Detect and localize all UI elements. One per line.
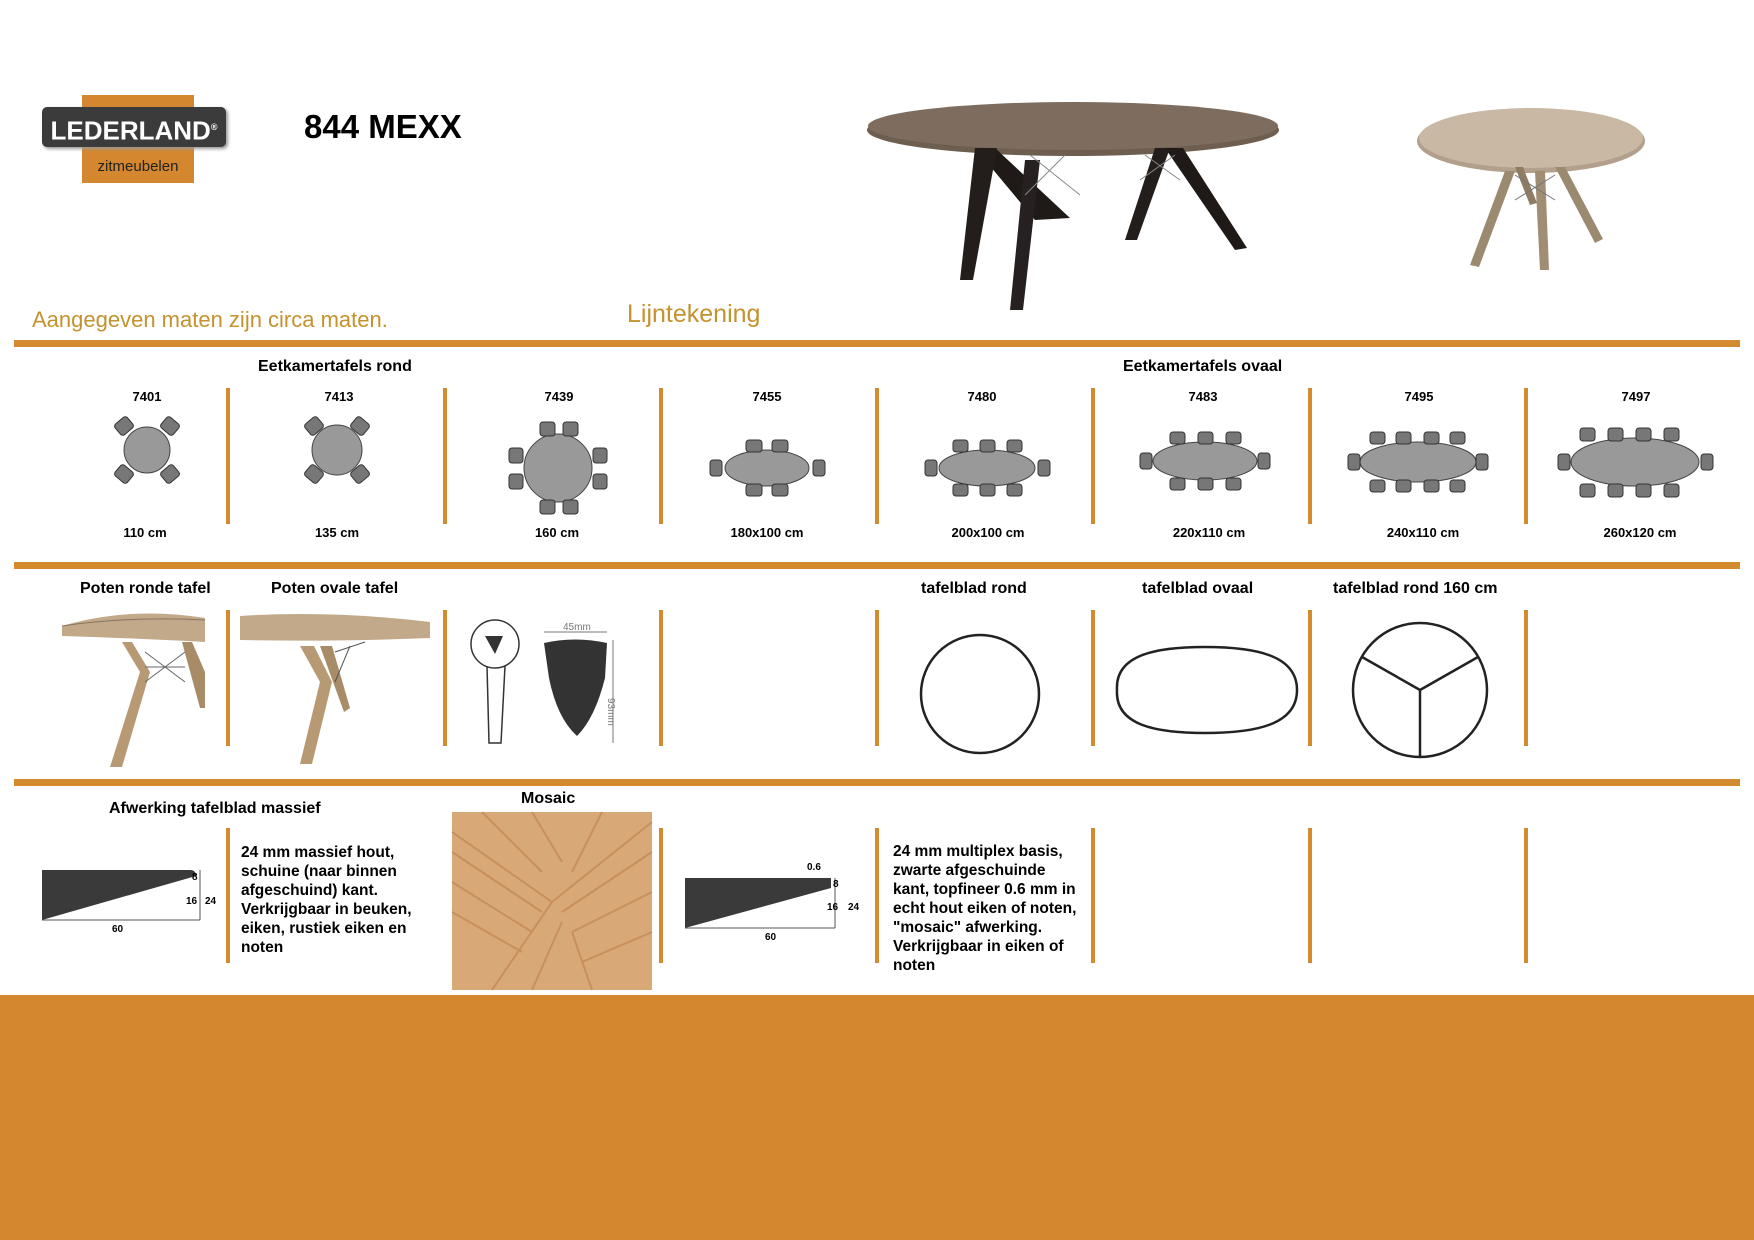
brand-name: LEDERLAND	[50, 115, 211, 146]
col-divider	[443, 610, 447, 746]
col-divider	[659, 828, 663, 963]
divider-3	[14, 779, 1740, 786]
table-code: 7495	[1404, 389, 1434, 404]
finish-title: Afwerking tafelblad massief	[109, 800, 321, 817]
col-divider	[1308, 388, 1312, 524]
leg-width-label: 45mm	[563, 622, 591, 633]
table-code: 7413	[324, 389, 354, 404]
oval-table-photo	[865, 100, 1285, 320]
col-divider	[875, 610, 879, 746]
mosaic-top: 0.6	[807, 862, 821, 873]
legs-oval-photo	[240, 612, 430, 770]
col-divider	[1524, 828, 1528, 963]
col-divider	[659, 388, 663, 524]
table-code: 7480	[967, 389, 997, 404]
col-divider	[875, 828, 879, 963]
top-round-title: tafelblad rond	[921, 580, 1027, 597]
table-size: 260x120 cm	[1603, 525, 1677, 540]
lijntekening-label: Lijntekening	[627, 300, 761, 328]
top-round-160-drawing	[1352, 622, 1492, 762]
brand-logo	[40, 95, 230, 185]
col-divider	[875, 388, 879, 524]
table-size: 240x110 cm	[1386, 525, 1460, 540]
legs-round-title: Poten ronde tafel	[80, 580, 211, 597]
table-size: 160 cm	[534, 525, 580, 540]
col-divider	[226, 610, 230, 746]
table-size: 180x100 cm	[730, 525, 804, 540]
table-size: 110 cm	[123, 525, 167, 540]
massief-w: 60	[112, 924, 124, 935]
mosaic-d1: 8	[833, 879, 839, 890]
table-code: 7439	[544, 389, 574, 404]
leg-profile-drawing	[465, 618, 625, 748]
col-divider	[659, 610, 663, 746]
divider-1	[14, 340, 1740, 347]
legs-round-photo	[60, 612, 205, 770]
col-divider	[1308, 828, 1312, 963]
seating-7483	[1140, 432, 1270, 492]
top-round-160-title: tafelblad rond 160 cm	[1333, 580, 1498, 597]
notice-text: Aangegeven maten zijn circa maten.	[32, 307, 388, 332]
seating-7401	[110, 415, 190, 485]
footer-band	[0, 995, 1754, 1240]
col-divider	[1524, 610, 1528, 746]
massief-d3: 24	[205, 896, 217, 907]
table-code: 7483	[1188, 389, 1218, 404]
registered-mark: ®	[210, 122, 218, 132]
table-size: 220x110 cm	[1172, 525, 1246, 540]
col-divider	[1091, 388, 1095, 524]
legs-oval-title: Poten ovale tafel	[271, 580, 399, 597]
table-code: 7455	[752, 389, 782, 404]
brand-subtitle: zitmeubelen	[97, 158, 179, 175]
seating-7413	[300, 415, 380, 485]
col-divider	[443, 388, 447, 524]
seating-7497	[1558, 428, 1713, 498]
col-divider	[226, 388, 230, 524]
profile-massief-drawing	[40, 866, 230, 936]
table-code: 7401	[132, 389, 162, 404]
leg-height-label: 93mm	[605, 698, 616, 726]
col-divider	[1308, 610, 1312, 746]
col-divider	[1524, 388, 1528, 524]
seating-7439	[505, 420, 615, 520]
massief-d1: 8	[192, 872, 198, 883]
massief-d2: 16	[186, 896, 198, 907]
mosaic-title: Mosaic	[521, 790, 576, 807]
table-code: 7497	[1621, 389, 1651, 404]
divider-2	[14, 562, 1740, 569]
round-table-photo	[1415, 105, 1655, 275]
section-round-title: Eetkamertafels rond	[258, 358, 412, 375]
table-size: 200x100 cm	[951, 525, 1025, 540]
top-round-drawing	[918, 632, 1043, 757]
seating-7480	[925, 440, 1050, 500]
mosaic-d3: 24	[848, 902, 860, 913]
mosaic-d2: 16	[827, 902, 839, 913]
finish-massief-text: 24 mm massief hout, schuine (naar binnen afgeschuind) kant. Verkrijgbaar in beuken, eiken, rustiek eiken en noten	[241, 844, 412, 956]
top-oval-drawing	[1105, 643, 1305, 738]
profile-mosaic-drawing	[683, 858, 863, 943]
seating-7495	[1348, 432, 1488, 494]
top-oval-title: tafelblad ovaal	[1142, 580, 1254, 597]
mosaic-swatch	[452, 812, 652, 990]
page-title: 844 MEXX	[304, 108, 462, 145]
table-size: 135 cm	[314, 525, 360, 540]
finish-mosaic-text: 24 mm multiplex basis, zwarte afgeschuinde kant, topfineer 0.6 mm in echt hout eiken of noten, "mosaic" afwerking. Verkrijgbaar in eiken of noten	[893, 843, 1077, 974]
col-divider	[1091, 610, 1095, 746]
mosaic-w: 60	[765, 932, 777, 943]
section-oval-title: Eetkamertafels ovaal	[1123, 358, 1283, 375]
seating-7455	[710, 440, 825, 500]
